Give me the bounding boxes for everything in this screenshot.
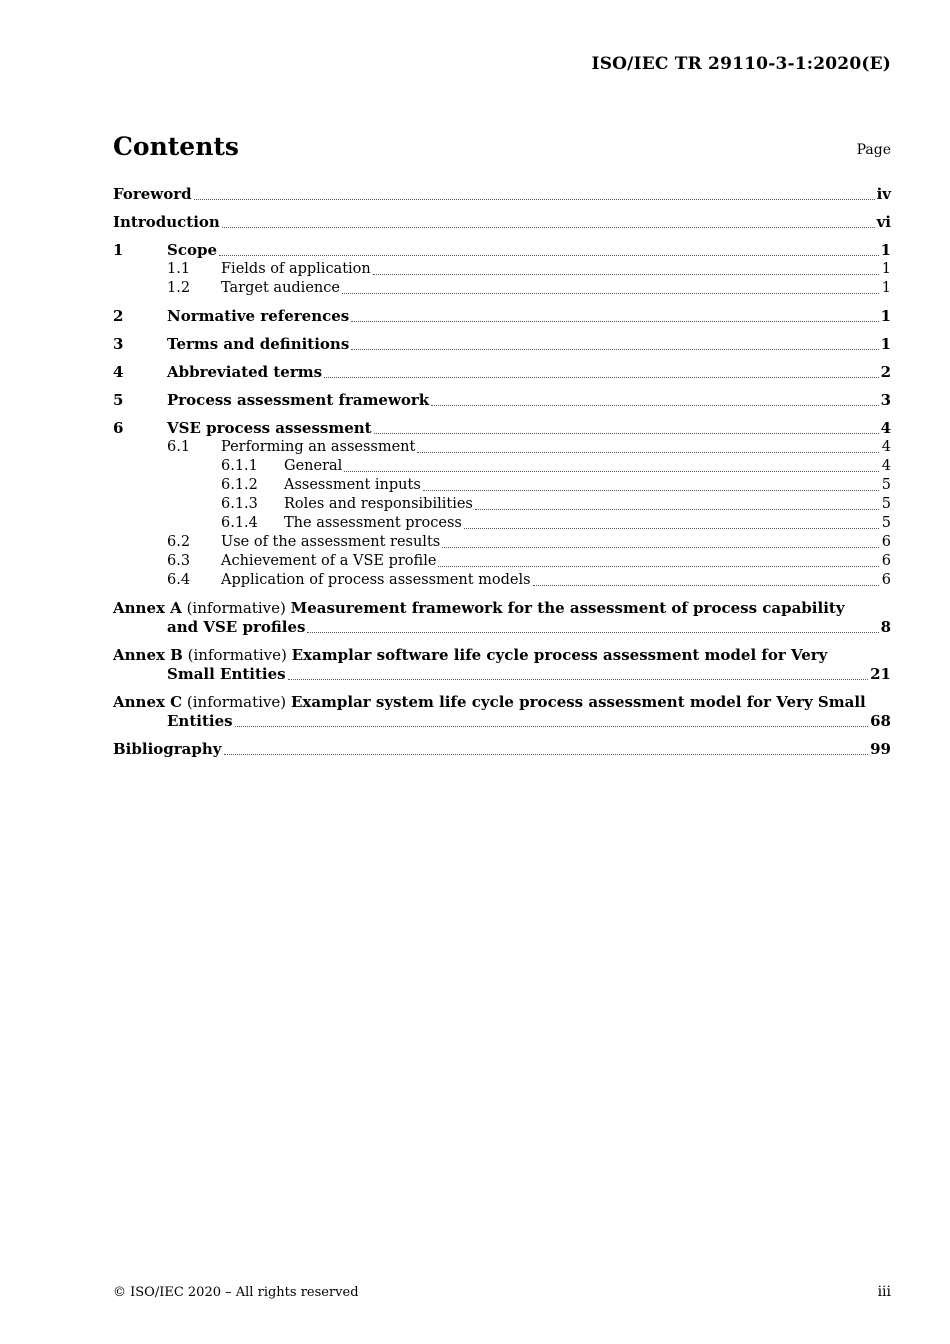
- leader-dots: [307, 632, 878, 633]
- toc-title: Fields of application: [221, 261, 371, 277]
- toc-number: 1.2: [167, 280, 191, 296]
- toc-title: Scope: [167, 241, 218, 259]
- toc-entry-annex-c[interactable]: [113, 693, 891, 731]
- leader-dots: [464, 528, 879, 529]
- toc-number: 2: [113, 307, 124, 325]
- toc-entry-6-4[interactable]: [113, 571, 891, 590]
- toc-entry-6-3[interactable]: [113, 552, 891, 571]
- leader-dots: [475, 509, 879, 510]
- leader-dots: [431, 405, 878, 406]
- toc-entry-6-1-3[interactable]: [113, 495, 891, 514]
- toc-entry-6-1-4[interactable]: [113, 514, 891, 533]
- toc-entry-foreword[interactable]: [113, 185, 891, 204]
- annex-type: (informative): [187, 646, 287, 664]
- toc-title: VSE process assessment: [167, 419, 372, 437]
- toc-title: Performing an assessment: [221, 439, 416, 455]
- toc-page: 1: [880, 307, 891, 325]
- toc-page: 21: [870, 665, 891, 683]
- toc-page: 5: [881, 477, 891, 493]
- annex-title-line2: Small Entities: [167, 665, 286, 683]
- annex-title-line2: and VSE profiles: [167, 618, 306, 636]
- toc-number: 6.3: [167, 553, 191, 569]
- toc-page: 8: [880, 618, 891, 636]
- toc-page: 4: [880, 419, 891, 437]
- toc-entry-4[interactable]: [113, 363, 891, 382]
- toc-number: 1.1: [167, 261, 191, 277]
- toc-title: The assessment process: [284, 515, 462, 531]
- annex-title-line1: Examplar software life cycle process assessment model for Very: [291, 646, 828, 664]
- toc-entry-6-2[interactable]: [113, 533, 891, 552]
- toc-entry-1-1[interactable]: [113, 260, 891, 279]
- leader-dots: [219, 255, 879, 256]
- toc-number: 6.1.3: [221, 496, 258, 512]
- toc-entry-annex-a[interactable]: [113, 599, 891, 637]
- annex-type: (informative): [186, 693, 287, 711]
- toc-page: 68: [870, 712, 891, 730]
- toc-number: 6.4: [167, 572, 191, 588]
- leader-dots: [344, 471, 879, 472]
- leader-dots: [533, 585, 879, 586]
- toc-title: Foreword: [113, 185, 192, 203]
- leader-dots: [373, 274, 879, 275]
- toc-title: Terms and definitions: [167, 335, 350, 353]
- annex-label: Annex A: [113, 599, 182, 617]
- toc-entry-6-1-2[interactable]: [113, 476, 891, 495]
- toc-page: 5: [881, 515, 891, 531]
- leader-dots: [423, 490, 879, 491]
- toc-title: Application of process assessment models: [221, 572, 531, 588]
- toc-page: 5: [881, 496, 891, 512]
- toc-page: vi: [876, 213, 891, 231]
- toc-number: 6.1.2: [221, 477, 258, 493]
- toc-title: Normative references: [167, 307, 350, 325]
- toc-title: Process assessment framework: [167, 391, 430, 409]
- toc-title: Abbreviated terms: [167, 363, 323, 381]
- copyright-notice: © ISO/IEC 2020 – All rights reserved: [113, 1285, 359, 1300]
- toc-number: 6: [113, 419, 124, 437]
- toc-entry-5[interactable]: [113, 391, 891, 410]
- annex-label: Annex C: [113, 693, 183, 711]
- toc-title: Target audience: [221, 280, 340, 296]
- annex-title-line2: Entities: [167, 712, 233, 730]
- toc-page: 6: [881, 534, 891, 550]
- toc-number: 5: [113, 391, 124, 409]
- toc-page: 4: [881, 458, 891, 474]
- annex-title-line1: Examplar system life cycle process assessment model for Very Small: [290, 693, 866, 711]
- toc-entry-3[interactable]: [113, 335, 891, 354]
- toc-entry-1-2[interactable]: [113, 279, 891, 298]
- leader-dots: [194, 199, 875, 200]
- page-number: iii: [877, 1284, 891, 1300]
- toc-page: 2: [880, 363, 891, 381]
- leader-dots: [324, 377, 878, 378]
- toc-number: 6.1.1: [221, 458, 258, 474]
- toc-page: 99: [870, 740, 891, 758]
- toc-entry-introduction[interactable]: [113, 213, 891, 232]
- toc-entry-2[interactable]: [113, 307, 891, 326]
- toc-page: 3: [880, 391, 891, 409]
- toc-number: 3: [113, 335, 124, 353]
- toc-title: Assessment inputs: [284, 477, 421, 493]
- toc-title: Achievement of a VSE profile: [221, 553, 437, 569]
- table-of-contents: [113, 185, 891, 759]
- toc-entry-annex-b[interactable]: [113, 646, 891, 684]
- toc-page: 1: [881, 261, 891, 277]
- toc-page: iv: [876, 185, 891, 203]
- toc-page: 1: [880, 335, 891, 353]
- leader-dots: [442, 547, 879, 548]
- toc-number: 6.2: [167, 534, 191, 550]
- annex-title-line1: Measurement framework for the assessment of process capability: [290, 599, 845, 617]
- toc-page: 1: [881, 280, 891, 296]
- toc-entry-1[interactable]: [113, 241, 891, 260]
- toc-entry-bibliography[interactable]: [113, 740, 891, 759]
- toc-number: 1: [113, 241, 124, 259]
- toc-number: 6.1.4: [221, 515, 258, 531]
- toc-title: Use of the assessment results: [221, 534, 441, 550]
- document-id: ISO/IEC TR 29110-3-1:2020(E): [591, 54, 891, 74]
- toc-page: 1: [880, 241, 891, 259]
- leader-dots: [351, 349, 878, 350]
- toc-title: Bibliography: [113, 740, 222, 758]
- toc-entry-6[interactable]: [113, 419, 891, 438]
- leader-dots: [351, 321, 878, 322]
- annex-label: Annex B: [113, 646, 183, 664]
- toc-number: 4: [113, 363, 124, 381]
- leader-dots: [235, 726, 869, 727]
- toc-title: General: [284, 458, 343, 474]
- page-column-label: Page: [856, 142, 891, 158]
- leader-dots: [222, 227, 875, 228]
- leader-dots: [417, 452, 879, 453]
- toc-title: Introduction: [113, 213, 220, 231]
- annex-type: (informative): [186, 599, 286, 617]
- leader-dots: [438, 566, 879, 567]
- page-title: Contents: [113, 132, 240, 161]
- leader-dots: [342, 293, 879, 294]
- leader-dots: [224, 754, 869, 755]
- toc-page: 6: [881, 553, 891, 569]
- toc-entry-6-1[interactable]: [113, 438, 891, 457]
- toc-page: 6: [881, 572, 891, 588]
- toc-title: Roles and responsibilities: [284, 496, 473, 512]
- leader-dots: [288, 679, 869, 680]
- toc-entry-6-1-1[interactable]: [113, 457, 891, 476]
- toc-page: 4: [881, 439, 891, 455]
- toc-number: 6.1: [167, 439, 191, 455]
- leader-dots: [374, 433, 879, 434]
